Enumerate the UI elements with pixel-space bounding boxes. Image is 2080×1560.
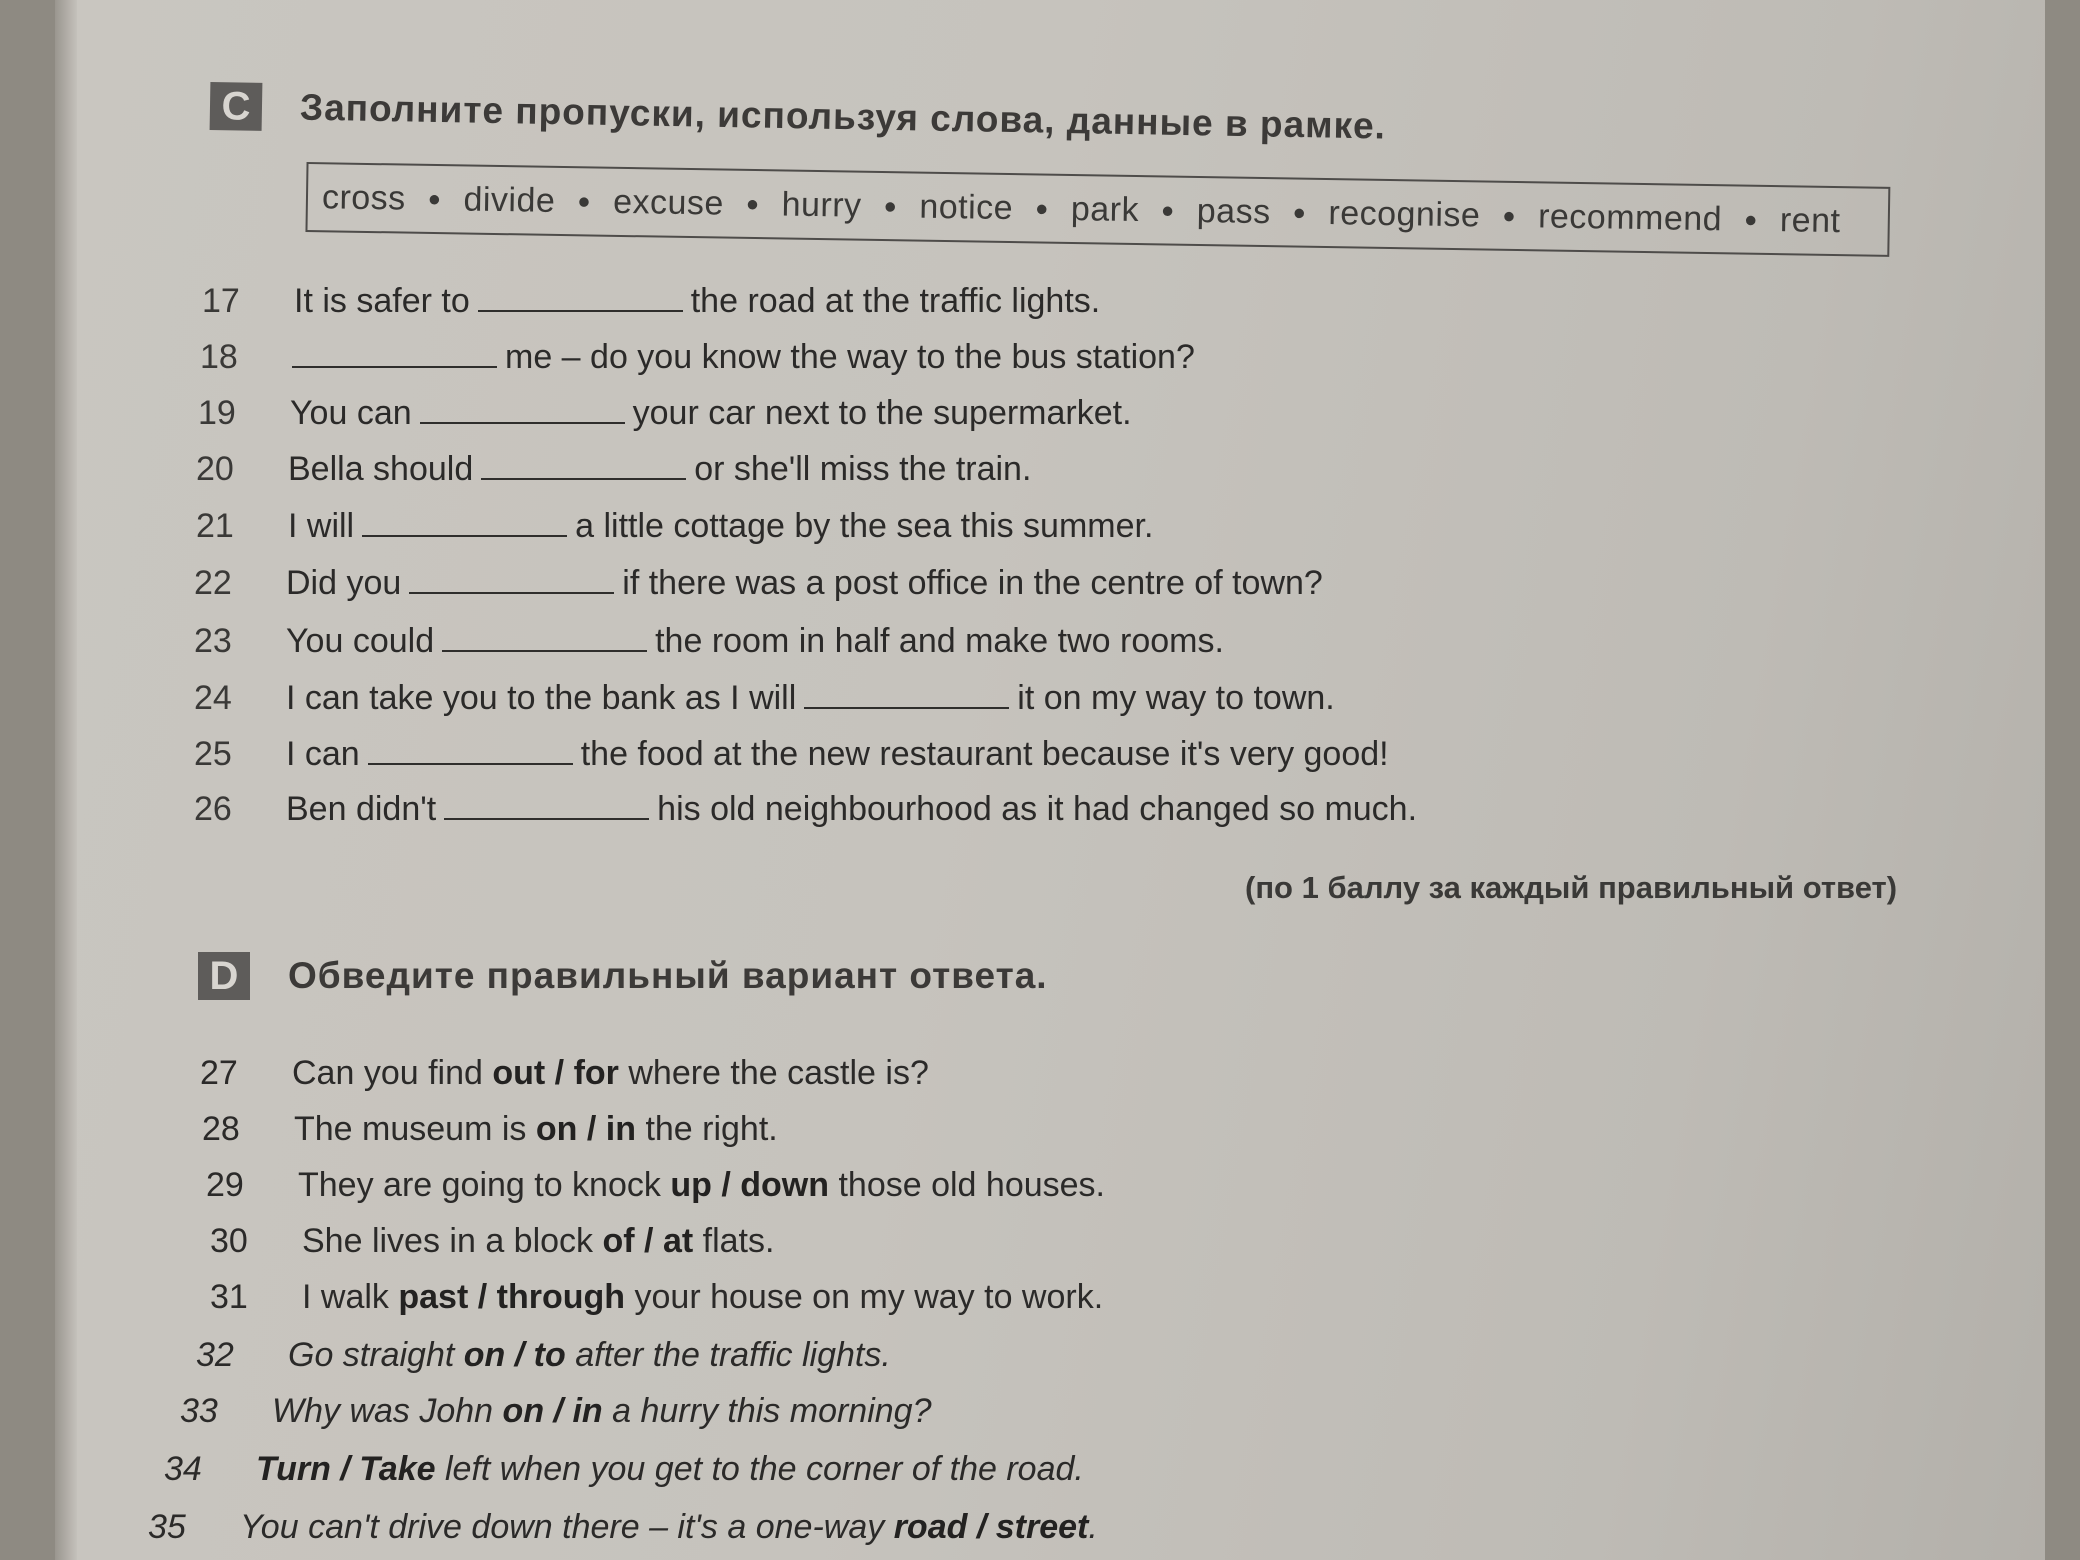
- option-1[interactable]: on: [535, 1110, 578, 1148]
- question-text-before: Ben didn't: [286, 790, 437, 828]
- bullet-icon: ●: [745, 190, 760, 217]
- question-21: [196, 507, 1153, 546]
- word-box-word: recommend: [1537, 196, 1723, 238]
- question-text-after: your house on my way to work.: [634, 1278, 1104, 1316]
- option-2[interactable]: down: [740, 1166, 830, 1204]
- question-text-after: if there was a post office in the centre of town?: [622, 564, 1323, 602]
- question-number: 32: [196, 1336, 234, 1374]
- question-text-after: the road at the traffic lights.: [690, 282, 1101, 320]
- answer-blank[interactable]: [368, 762, 573, 765]
- question-number: 29: [206, 1166, 244, 1204]
- question-31: [210, 1278, 1103, 1317]
- question-text-before: Did you: [286, 564, 402, 602]
- question-number: 30: [210, 1222, 248, 1260]
- option-2[interactable]: at: [662, 1222, 694, 1260]
- question-33: [180, 1392, 932, 1431]
- question-number: 25: [194, 735, 232, 773]
- question-text-before: They are going to knock: [298, 1166, 661, 1204]
- option-separator: /: [554, 1054, 565, 1092]
- option-1[interactable]: road: [893, 1508, 968, 1546]
- option-separator: /: [553, 1392, 563, 1430]
- question-text-before: I can: [286, 735, 360, 773]
- question-text-before: You can: [290, 394, 412, 432]
- option-1[interactable]: on: [502, 1392, 545, 1430]
- question-number: 17: [202, 282, 240, 320]
- section-d-header: [198, 952, 1048, 1000]
- question-number: 33: [180, 1392, 218, 1430]
- question-number: 35: [148, 1508, 186, 1546]
- question-text-after: the room in half and make two rooms.: [655, 622, 1224, 660]
- question-text-before: Go straight: [288, 1336, 455, 1374]
- bullet-icon: ●: [1292, 199, 1307, 225]
- question-34: [164, 1450, 1084, 1489]
- word-box-word: park: [1070, 189, 1140, 229]
- option-2[interactable]: for: [573, 1054, 619, 1092]
- section-d-title: Обведите правильный вариант ответа.: [288, 955, 1048, 996]
- word-box-word: notice: [919, 187, 1014, 227]
- question-text-after: it on my way to town.: [1017, 679, 1335, 717]
- bullet-icon: ●: [1034, 195, 1050, 221]
- word-box-word: cross: [321, 177, 407, 218]
- answer-blank[interactable]: [481, 477, 686, 480]
- question-text-before: She lives in a block: [302, 1222, 594, 1260]
- question-text-after: a hurry this morning?: [612, 1392, 932, 1430]
- points-note: (по 1 баллу за каждый правильный ответ): [1245, 870, 1898, 905]
- question-22: [194, 564, 1323, 603]
- option-1[interactable]: on: [463, 1336, 506, 1374]
- word-box-word: pass: [1196, 191, 1271, 231]
- option-separator: /: [976, 1508, 987, 1546]
- question-text-before: I can take you to the bank as I will: [286, 679, 797, 717]
- question-text-before: I will: [288, 507, 355, 545]
- question-26: [194, 790, 1417, 829]
- option-separator: /: [514, 1336, 525, 1374]
- answer-blank[interactable]: [804, 706, 1009, 709]
- question-text-before: Why was John: [272, 1392, 494, 1430]
- question-30: [210, 1222, 774, 1261]
- question-27: [200, 1054, 929, 1093]
- question-number: 22: [194, 564, 232, 602]
- question-number: 31: [210, 1278, 248, 1316]
- question-number: 18: [200, 338, 238, 376]
- question-text-after: the right.: [645, 1110, 778, 1148]
- option-separator: /: [586, 1110, 597, 1148]
- question-text-after: left when you get to the corner of the road.: [444, 1450, 1084, 1488]
- question-text-after: me – do you know the way to the bus station?: [505, 338, 1195, 376]
- word-box-word: hurry: [781, 184, 862, 225]
- answer-blank[interactable]: [442, 649, 647, 652]
- option-separator: /: [340, 1450, 350, 1488]
- question-32: [196, 1336, 891, 1375]
- answer-blank[interactable]: [420, 421, 625, 424]
- bullet-icon: ●: [427, 185, 442, 212]
- option-1[interactable]: out: [492, 1054, 546, 1092]
- answer-blank[interactable]: [409, 591, 614, 594]
- question-19: [198, 394, 1132, 433]
- question-number: 28: [202, 1110, 240, 1148]
- question-text-before: You can't drive down there – it's a one-way: [240, 1508, 885, 1546]
- question-number: 23: [194, 622, 232, 660]
- bullet-icon: ●: [1160, 197, 1176, 223]
- option-1[interactable]: of: [602, 1222, 635, 1260]
- question-28: [202, 1110, 778, 1149]
- question-text-before: Bella should: [288, 450, 474, 488]
- question-17: [202, 282, 1100, 321]
- question-25: [194, 735, 1389, 774]
- question-number: 34: [164, 1450, 202, 1488]
- option-1[interactable]: up: [670, 1166, 712, 1204]
- question-number: 21: [196, 507, 234, 545]
- question-number: 20: [196, 450, 234, 488]
- bullet-icon: ●: [1502, 202, 1517, 229]
- option-2[interactable]: in: [605, 1110, 636, 1148]
- question-29: [206, 1166, 1105, 1205]
- question-text-after: where the castle is?: [628, 1054, 929, 1092]
- question-text-after: your car next to the supermarket.: [632, 394, 1132, 432]
- option-2[interactable]: street: [995, 1508, 1089, 1546]
- question-text-before: It is safer to: [294, 282, 470, 320]
- question-number: 27: [200, 1054, 238, 1092]
- question-text-before: The museum is: [294, 1110, 527, 1148]
- question-number: 19: [198, 394, 236, 432]
- question-number: 26: [194, 790, 232, 828]
- option-2[interactable]: Take: [359, 1450, 436, 1488]
- answer-blank[interactable]: [362, 534, 567, 537]
- bullet-icon: ●: [577, 188, 592, 214]
- word-box-word: excuse: [612, 182, 725, 223]
- question-text-after: flats.: [702, 1222, 775, 1260]
- option-separator: /: [721, 1166, 731, 1204]
- answer-blank[interactable]: [292, 365, 497, 368]
- section-d-letter: D: [198, 952, 250, 1000]
- word-box-word: divide: [463, 179, 556, 220]
- page-fold: [55, 0, 77, 1560]
- question-text-before: Can you find: [292, 1054, 483, 1092]
- bullet-icon: ●: [883, 193, 898, 219]
- option-1[interactable]: past: [398, 1278, 469, 1316]
- option-1[interactable]: Turn: [256, 1450, 331, 1488]
- section-c-title: Заполните пропуски, используя слова, данные в рамке.: [299, 86, 1387, 147]
- option-separator: /: [644, 1222, 654, 1260]
- question-text-after: a little cottage by the sea this summer.: [575, 507, 1154, 545]
- question-text-before: I walk: [302, 1278, 389, 1316]
- question-24: [194, 679, 1335, 718]
- question-18: [200, 338, 1195, 377]
- question-text-after: after the traffic lights.: [575, 1336, 891, 1374]
- question-35: [148, 1508, 1098, 1547]
- question-text-after: those old houses.: [838, 1166, 1105, 1204]
- answer-blank[interactable]: [478, 309, 683, 312]
- option-separator: /: [477, 1278, 488, 1316]
- question-23: [194, 622, 1224, 661]
- word-box-word: recognise: [1328, 193, 1481, 234]
- option-2[interactable]: through: [496, 1278, 626, 1316]
- option-2[interactable]: in: [572, 1392, 603, 1430]
- question-text-after: .: [1088, 1508, 1098, 1546]
- bullet-icon: ●: [1743, 206, 1759, 232]
- question-number: 24: [194, 679, 232, 717]
- question-text-before: You could: [286, 622, 435, 660]
- option-2[interactable]: to: [533, 1336, 566, 1374]
- question-text-after: or she'll miss the train.: [694, 450, 1032, 488]
- question-text-after: his old neighbourhood as it had changed so much.: [657, 790, 1418, 828]
- section-c-letter: C: [210, 82, 263, 131]
- question-20: [196, 450, 1031, 489]
- answer-blank[interactable]: [444, 817, 649, 820]
- word-box-word: rent: [1779, 200, 1841, 240]
- question-text-after: the food at the new restaurant because it's very good!: [580, 735, 1389, 773]
